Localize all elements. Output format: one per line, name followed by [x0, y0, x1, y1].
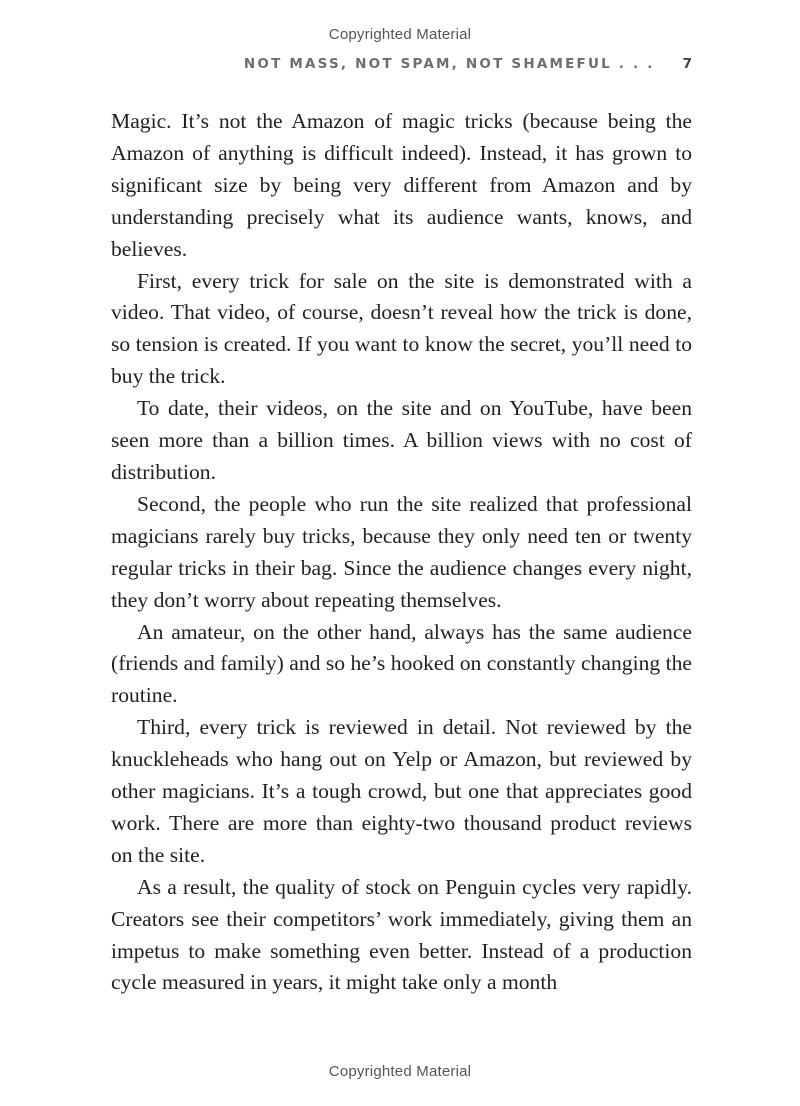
paragraph-4: Second, the people who run the site realized that professional magicians rarely buy tricks, because they only need ten or twenty regular tricks in their bag. Since the audience changes every night, they don’t worry about repeating themselves.	[111, 491, 692, 612]
paragraph-3: To date, their videos, on the site and on YouTube, have been seen more than a billion times. A billion views with no cost of distribution.	[111, 396, 692, 484]
copyright-watermark-bottom: Copyrighted Material	[328, 1063, 472, 1080]
paragraph-1: Magic. It’s not the Amazon of magic tricks (because being the Amazon of anything is difficult indeed). Instead, it has grown to significant size by being very different from Amazon and by understanding precisely what its audience wants, knows, and believes.	[111, 109, 692, 261]
paragraph-2: First, every trick for sale on the site is demonstrated with a video. That video, of course, doesn’t reveal how the trick is done, so tension is created. If you want to know the secret, you’ll need to buy the trick.	[111, 268, 692, 389]
paragraph-5: An amateur, on the other hand, always has the same audience (friends and family) and so he’s hooked on constantly changing the routine.	[111, 619, 692, 708]
page-body	[111, 106, 692, 999]
copyright-watermark-top: Copyrighted Material	[328, 26, 472, 43]
running-header	[244, 56, 692, 72]
page-number: 7	[682, 56, 692, 72]
paragraph-7: As a result, the quality of stock on Penguin cycles very rapidly. Creators see their competitors’ work immediately, giving them an impetus to make something even better. Instead of a production cycle measured in years, it might take only a month	[111, 874, 692, 995]
running-head-title: NOT MASS, NOT SPAM, NOT SHAMEFUL . . .	[243, 56, 655, 72]
paragraph-6: Third, every trick is reviewed in detail. Not reviewed by the knuckleheads who hang out on Yelp or Amazon, but reviewed by other magicians. It’s a tough crowd, but one that appreciates good work. There are more than eighty-two thousand product reviews on the site.	[111, 715, 692, 867]
